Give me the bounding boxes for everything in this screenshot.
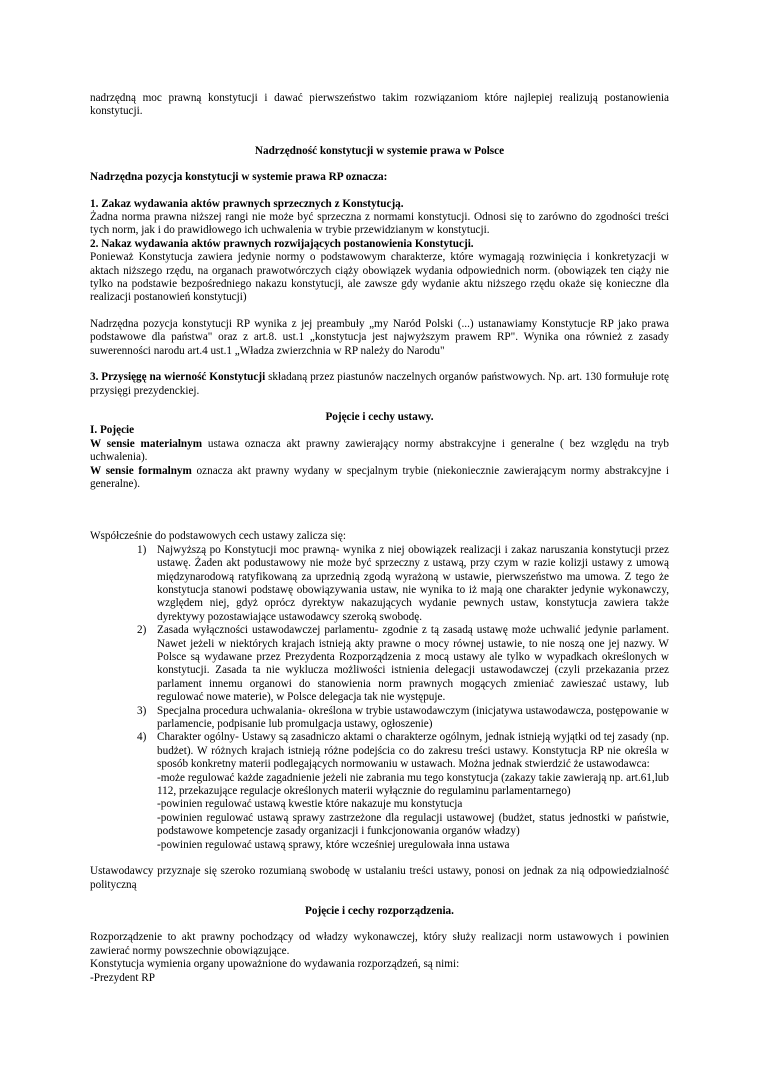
zakaz-title: 1. Zakaz wydawania aktów prawnych sprzecznych z Konstytucją. <box>90 197 404 210</box>
pojecie-heading: I. Pojęcie <box>90 424 135 437</box>
ustawodawca-item: -powinien regulować ustawą kwestie które nakazuje mu konstytucja <box>157 798 463 811</box>
cechy-list <box>90 544 669 852</box>
formalny-paragraph <box>90 465 669 492</box>
formalny-bold: W sensie formalnym <box>90 464 192 477</box>
list-item: 1) Najwyższą po Konstytucji moc prawną- wynika z niej obowiązek realizacji i zakaz naruszania konstytucji przez ustawę. Żaden akt podustawowy nie może być sprzeczny z ustawą, przy czym w razie kolizji ustawy z umową międzynarodową ratyfikowaną za uprzednią zgodą wyrażoną w ustawie, pierwszeństwo ma umowa. Z tego że konstytucja stanowi podstawę obowiązywania ustaw, nie wynika to iż mają one charakter jedynie wykonawczy, względem niej, gdyż oprócz dyrektyw nakazujących wydanie pewnych ustaw, konstytucja zawiera także dyrektywy pozostawiające ustawodawcy szeroką swobodę. <box>137 543 669 623</box>
materialny-paragraph <box>90 438 669 465</box>
intro-paragraph: nadrzędną moc prawną konstytucji i dawać pierwszeństwo takim rozwiązaniom które najlepiej realizują postanowienia konstytucji. <box>90 92 669 118</box>
heading-nadrzednosc: Nadrzędność konstytucji w systemie prawa w Polsce <box>254 144 505 157</box>
cechy-intro: Współcześnie do podstawowych cech ustawy zalicza się: <box>90 530 346 543</box>
organy-paragraph: Konstytucja wymienia organy upoważnione do wydawania rozporządzeń, są nimi: <box>90 958 460 971</box>
ustawodawca-item: -powinien regulować ustawą sprawy zastrzeżone dla regulacji ustawowej (budżet, status jednostki w państwie, podstawowe kompetencje zasady organizacji i funkcjonowania organów władzy) <box>157 811 669 838</box>
heading-pozycja: Nadrzędna pozycja konstytucji w systemie prawa RP oznacza: <box>90 171 388 184</box>
document-content <box>90 92 669 985</box>
list-item: 4) Charakter ogólny- Ustawy są zasadniczo aktami o charakterze ogólnym, jednak istnieją wyjątki od tej zasady (np. budżet). W różnych krajach istnieją różne podejścia co do zakresu treści ustawy. Konstytucja RP nie określa w sposób konkretny materii podlegających normowaniu w ustawach. Można jednak stwierdzić że ustawodawca: -może regulować każde zagadnienie jeżeli nie zabrania mu tego konstytucja (zakazy takie zawierają np. art.61,lub 112, przekazujące regulacje określonych materii wyłącznie do regulaminu parlamentarnego) -powinien regulować ustawą kwestie które nakazuje mu konstytucja -powinien regulować ustawą sprawy zastrzeżone dla regulacji ustawowej (budżet, status jednostki w państwie, podstawowe kompetencje zasady organizacji i funkcjonowania organów władzy) -powinien regulować ustawą sprawy, które wcześniej uregulowała inna ustawa <box>137 731 669 851</box>
zakaz-text: Żadna norma prawna niższej rangi nie może być sprzeczna z normami konstytucji. Odnosi się to zarówno do zgodności treści tych norm, jak i do prawidłowego ich uchwalenia w trybie przewidzianym w konstytucji. <box>90 211 669 237</box>
list-item: 3) Specjalna procedura uchwalania- określona w trybie ustawodawczym (inicjatywa ustawodawcza, postępowanie w parlamencie, podpisanie lub promulgacja ustawy, ogłoszenie) <box>137 704 669 731</box>
materialny-text: ustawa oznacza akt prawny zawierający normy abstrakcyjne i generalne ( bez względu na tryb uchwalenia). <box>90 437 669 464</box>
przysiega-paragraph <box>90 371 669 398</box>
swoboda-paragraph: Ustawodawcy przyznaje się szeroko rozumianą swobodę w ustalaniu treści ustawy, ponosi on jednak za nią odpowiedzialność polityczną <box>90 865 669 891</box>
rozporzadzenie-paragraph: Rozporządzenie to akt prawny pochodzący od władzy wykonawczej, który służy realizacji norm ustawowych i powinien zawierać normy powszechnie obowiązujące. <box>90 931 669 957</box>
heading-ustawy: Pojęcie i cechy ustawy. <box>325 410 434 423</box>
prezydent-line: -Prezydent RP <box>90 971 155 984</box>
przysiega-text: składaną przez piastunów naczelnych organów państwowych. Np. art. 130 formułuje rotę przysięgi prezydenckiej. <box>90 371 669 397</box>
przysiega-bold: 3. Przysięgę na wierność Konstytucji <box>90 371 266 384</box>
ustawodawca-item: -powinien regulować ustawą sprawy, które wcześniej uregulowała inna ustawa <box>157 838 510 851</box>
materialny-bold: W sensie materialnym <box>90 437 203 450</box>
nakaz-text: Ponieważ Konstytucja zawiera jedynie normy o podstawowym charakterze, które wymagają rozwinięcia i konkretyzacji w aktach niższego rzędu, na organach prawotwórczych ciąży obowiązek wydania odpowiednich norm. (obowiązek ten ciąży nie tylko na podstawie bezpośredniego nakazu konstytucji, ale zawsze gdy wydanie aktu niższego rzędu okaże się konieczne dla realizacji postanowień konstytucji) <box>90 251 669 304</box>
list-item: 2) Zasada wyłączności ustawodawczej parlamentu- zgodnie z tą zasadą ustawę może uchwalić jedynie parlament. Nawet jeżeli w niektórych krajach istnieją akty prawne o mocy równej ustawie, to nie noszą one jej nazwy. W Polsce są wydawane przez Prezydenta Rozporządzenia z mocą ustawy ale tylko w wypadkach określonych w konstytucji. Zasada ta nie wyklucza możliwości istnienia delegacji ustawodawczej (czyli przekazania przez parlament innemu organowi do stanowienia norm prawnych mogących zmieniać zawieszać ustawy, lub regulować nowe materie), w Polsce delegacja tak nie występuje. <box>137 624 669 704</box>
ustawodawca-item: -może regulować każde zagadnienie jeżeli nie zabrania mu tego konstytucja (zakazy takie zawierają np. art.61,lub 112, przekazujące regulacje określonych materii wyłącznie do regulaminu parlamentarnego) <box>157 771 669 798</box>
preambula-paragraph: Nadrzędna pozycja konstytucji RP wynika z jej preambuły „my Naród Polski (...) ustanawiamy Konstytucje RP jako prawa podstawowe dla państwa" oraz z art.8. ust.1 „konstytucja jest najwyższym prawem RP". Wynika ona również z zasady suwerenności narodu art.4 ust.1 „Władza zwierzchnia w RP należy do Narodu" <box>90 317 669 357</box>
nakaz-title: 2. Nakaz wydawania aktów prawnych rozwijających postanowienia Konstytucji. <box>90 237 474 250</box>
heading-rozporzadzenia: Pojęcie i cechy rozporządzenia. <box>305 904 454 917</box>
formalny-text: oznacza akt prawny wydany w specjalnym trybie (niekoniecznie zawierającym normy abstrakcyjne i generalne). <box>90 464 669 490</box>
